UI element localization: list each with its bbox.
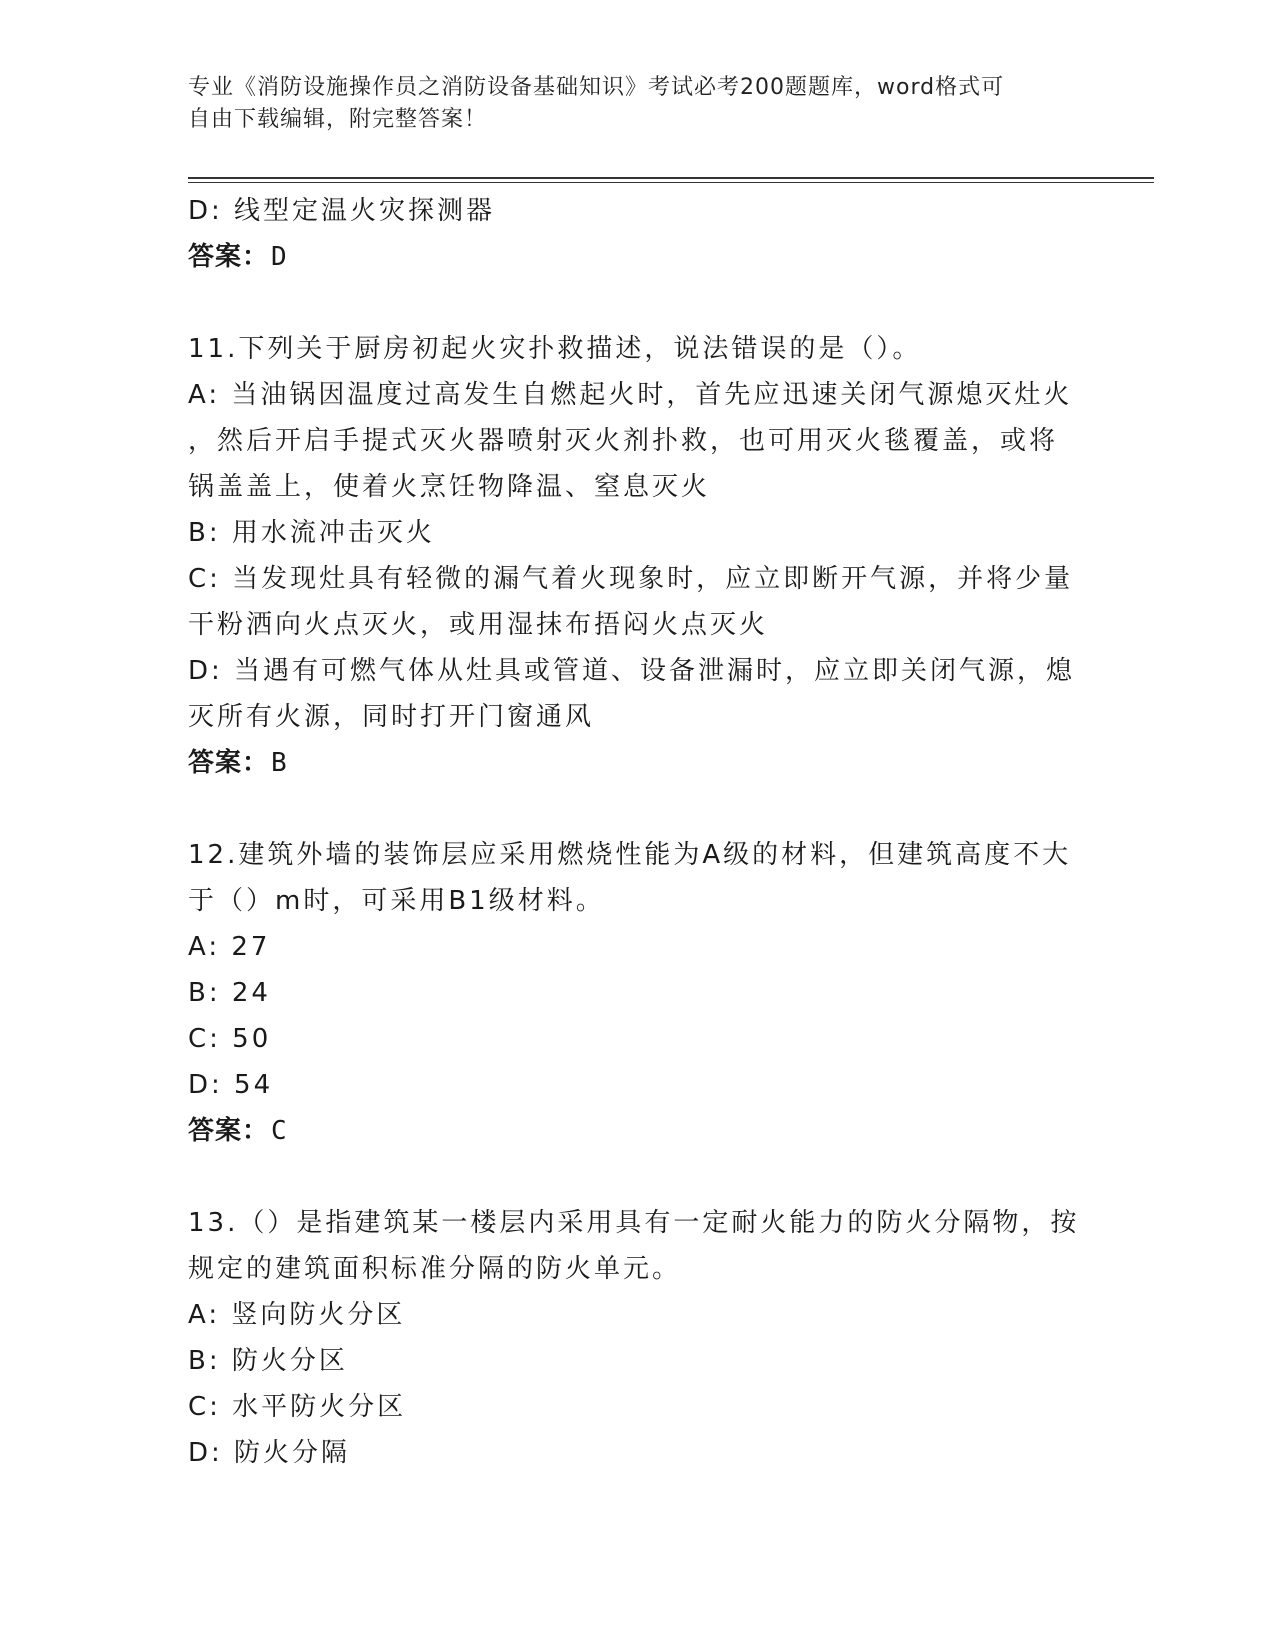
page-header (188, 72, 1088, 136)
spacer (188, 1154, 1088, 1200)
option-a: A: 当油锅因温度过高发生自燃起火时，首先应迅速关闭气源熄灭灶火 (188, 380, 1073, 410)
question-12 (188, 832, 1088, 1154)
option-d: D: 当遇有可燃气体从灶具或管道、设备泄漏时，应立即关闭气源，熄 (188, 656, 1076, 686)
answer (188, 234, 1088, 280)
spacer (188, 786, 1088, 832)
question-stem-cont: 规定的建筑面积标准分隔的防火单元。 (188, 1254, 682, 1284)
option-c: C: 50 (188, 1024, 272, 1054)
answer (188, 1108, 1088, 1154)
option-d: D: 线型定温火灾探测器 (188, 196, 496, 226)
question-stem: 12.建筑外墙的装饰层应采用燃烧性能为A级的材料，但建筑高度不大 (188, 840, 1072, 870)
question-11 (188, 326, 1088, 786)
option-c-cont: 干粉洒向火点灭火，或用湿抹布捂闷火点灭火 (188, 610, 769, 640)
option-d: D: 54 (188, 1070, 274, 1100)
option-c: C: 水平防火分区 (188, 1392, 407, 1422)
option-a-cont: ，然后开启手提式灭火器喷射灭火剂扑救，也可用灭火毯覆盖，或将 (188, 426, 1059, 456)
question-stem: 11.下列关于厨房初起火灾扑救描述，说法错误的是（）。 (188, 334, 922, 364)
option-a: A: 27 (188, 932, 271, 962)
option-a: A: 竖向防火分区 (188, 1300, 406, 1330)
answer-value: D (271, 242, 288, 272)
option-b: B: 防火分区 (188, 1346, 348, 1376)
option-c: C: 当发现灶具有轻微的漏气着火现象时，应立即断开气源，并将少量 (188, 564, 1074, 594)
question-13 (188, 1200, 1088, 1476)
answer-label: 答案： (188, 748, 270, 778)
option-b: B: 用水流冲击灭火 (188, 518, 435, 548)
header-line-1: 专业《消防设施操作员之消防设备基础知识》考试必考200题题库，word格式可 (188, 75, 1005, 100)
answer-label: 答案： (188, 1116, 270, 1146)
option-d: D: 防火分隔 (188, 1438, 351, 1468)
header-divider (188, 177, 1154, 183)
question-stem-cont: 于（）m时，可采用B1级材料。 (188, 886, 605, 916)
answer (188, 740, 1088, 786)
answer-label: 答案： (188, 242, 270, 272)
answer-value: C (271, 1116, 288, 1146)
document-body (188, 188, 1088, 1476)
question-10-tail (188, 188, 1088, 280)
option-b: B: 24 (188, 978, 271, 1008)
option-d-cont: 灭所有火源，同时打开门窗通风 (188, 702, 595, 732)
header-line-2: 自由下载编辑，附完整答案！ (188, 107, 488, 132)
option-a-cont: 锅盖盖上，使着火烹饪物降温、窒息灭火 (188, 472, 711, 502)
spacer (188, 280, 1088, 326)
answer-value: B (271, 748, 288, 778)
question-stem: 13.（）是指建筑某一楼层内采用具有一定耐火能力的防火分隔物，按 (188, 1208, 1080, 1238)
